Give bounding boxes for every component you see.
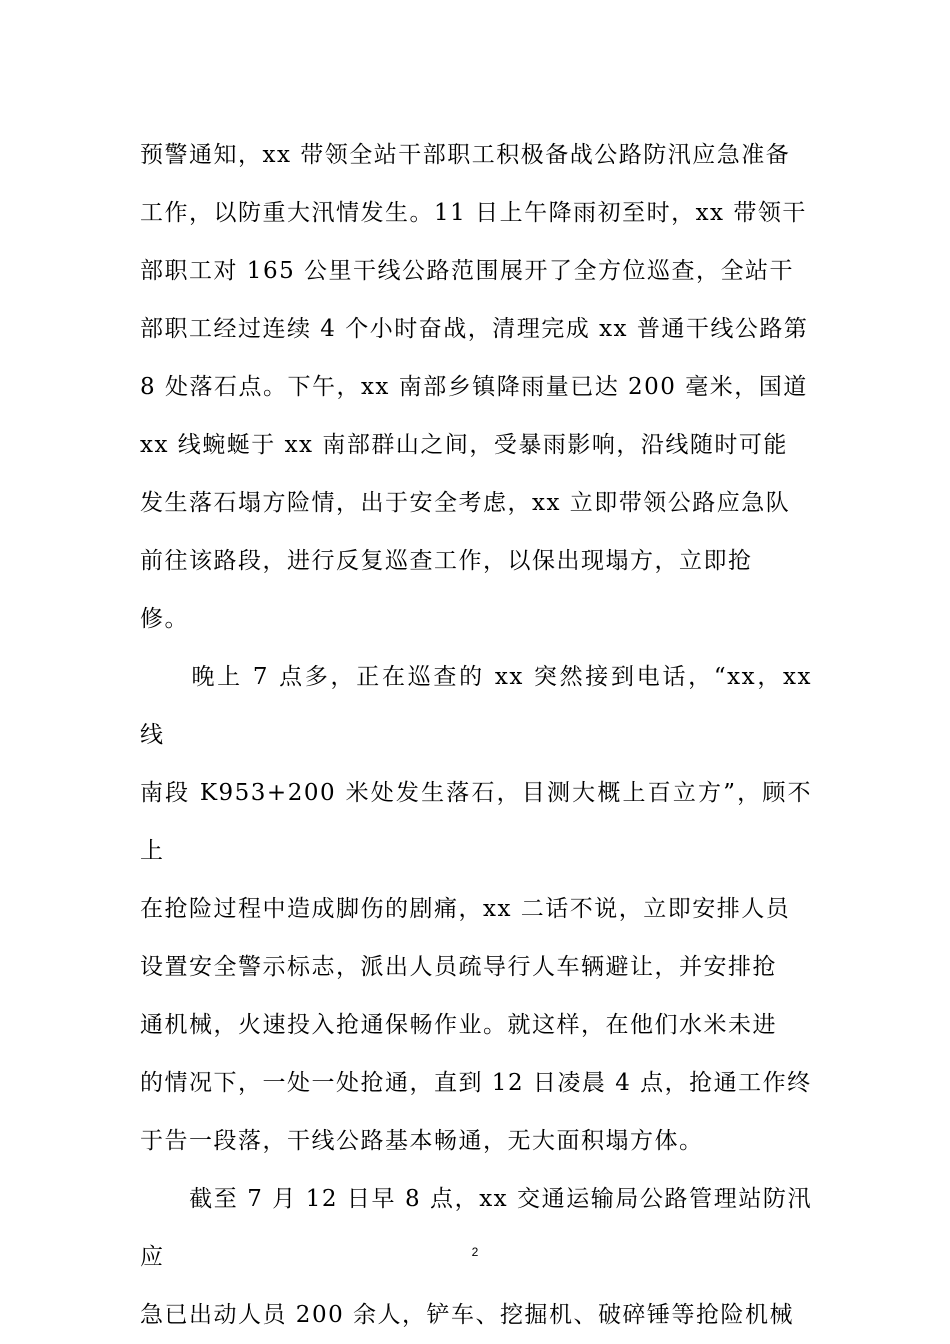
text-line: 急已出动人员 200 余人，铲车、挖掘机、破碎锤等抢险机械 bbox=[140, 1302, 795, 1328]
text-line: 部职工经过连续 4 个小时奋战，清理完成 xx 普通干线公路第 bbox=[140, 316, 809, 342]
text-line: 的情况下，一处一处抢通，直到 12 日凌晨 4 点，抢通工作终 bbox=[140, 1070, 812, 1096]
text-line: xx 线蜿蜒于 xx 南部群山之间，受暴雨影响，沿线随时可能 bbox=[140, 432, 788, 458]
text-line: 工作，以防重大汛情发生。11 日上午降雨初至时，xx 带领干 bbox=[140, 200, 807, 226]
body-text bbox=[140, 126, 812, 1344]
text-line: 于告一段落，干线公路基本畅通，无大面积塌方体。 bbox=[140, 1128, 704, 1154]
text-line: 晚上 7 点多，正在巡查的 xx 突然接到电话，“xx，xx 线 bbox=[140, 664, 812, 748]
page-number: 2 bbox=[471, 1245, 479, 1259]
text-line: 截至 7 月 12 日早 8 点，xx 交通运输局公路管理站防汛应 bbox=[140, 1186, 812, 1270]
text-line: 预警通知，xx 带领全站干部职工积极备战公路防汛应急准备 bbox=[140, 142, 791, 168]
text-line: 设置安全警示标志，派出人员疏导行人车辆避让，并安排抢 bbox=[140, 954, 777, 980]
text-line: 发生落石塌方险情，出于安全考虑，xx 立即带领公路应急队 bbox=[140, 490, 791, 516]
text-line: 修。 bbox=[140, 606, 189, 632]
text-line: 在抢险过程中造成脚伤的剧痛，xx 二话不说，立即安排人员 bbox=[140, 896, 791, 922]
text-line: 南段 K953+200 米处发生落石，目测大概上百立方”，顾不上 bbox=[140, 780, 812, 864]
text-line: 8 处落石点。下午，xx 南部乡镇降雨量已达 200 毫米，国道 bbox=[140, 374, 808, 400]
text-line: 前往该路段，进行反复巡查工作，以保出现塌方，立即抢 bbox=[140, 548, 753, 574]
text-line: 部职工对 165 公里干线公路范围展开了全方位巡查，全站干 bbox=[140, 258, 795, 284]
text-line: 通机械，火速投入抢通保畅作业。就这样，在他们水米未进 bbox=[140, 1012, 777, 1038]
